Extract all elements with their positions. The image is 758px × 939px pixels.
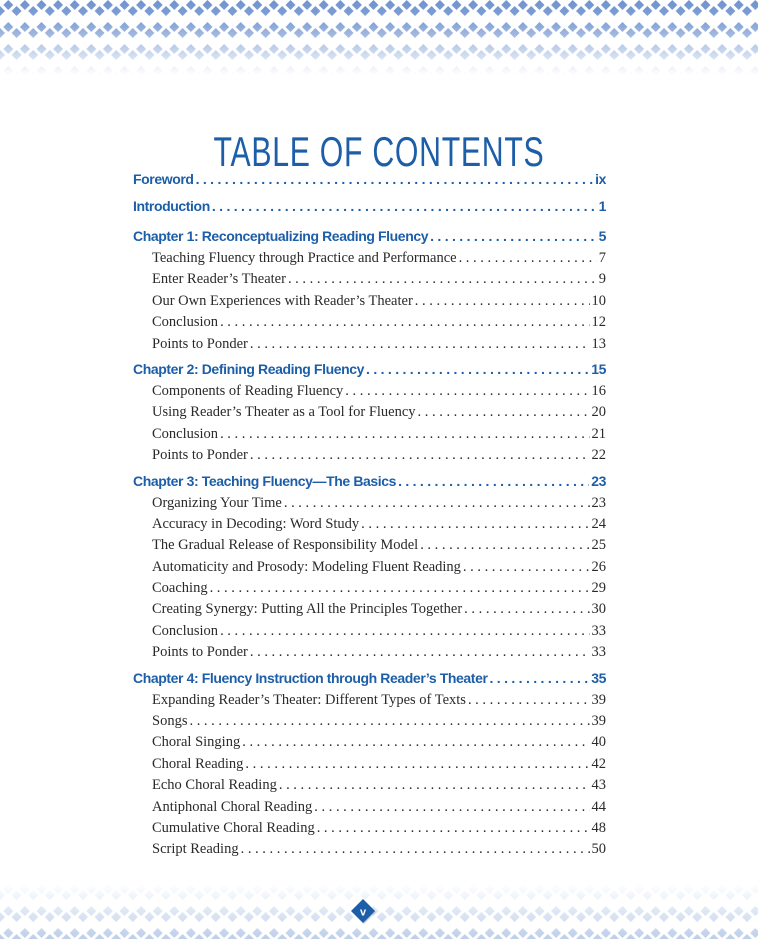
entry-title: Organizing Your Time bbox=[152, 494, 282, 511]
entry-title: Points to Ponder bbox=[152, 335, 248, 352]
entry-page-number: 15 bbox=[591, 360, 606, 377]
entry-page-number: 48 bbox=[591, 819, 606, 836]
entry-title: Enter Reader’s Theater bbox=[152, 271, 286, 288]
dot-leader bbox=[189, 711, 589, 732]
dot-leader bbox=[241, 839, 590, 860]
toc-section-entry[interactable] bbox=[133, 711, 606, 732]
entry-page-number: 39 bbox=[591, 713, 606, 730]
entry-page-number: 12 bbox=[591, 314, 606, 331]
entry-page-number: 7 bbox=[598, 250, 606, 266]
toc-section-entry[interactable] bbox=[133, 402, 606, 423]
dot-leader bbox=[220, 621, 589, 642]
entry-title: Chapter 3: Teaching Fluency—The Basics bbox=[133, 472, 397, 489]
entry-page-number: 10 bbox=[591, 292, 606, 309]
entry-page-number: 50 bbox=[591, 841, 606, 858]
entry-title: Accuracy in Decoding: Word Study bbox=[152, 515, 360, 532]
toc-section-entry[interactable] bbox=[133, 690, 606, 711]
toc-chapter-entry[interactable] bbox=[133, 667, 606, 690]
toc-section-entry[interactable] bbox=[133, 493, 606, 514]
diamond-pattern-top bbox=[0, 0, 758, 75]
dot-leader bbox=[361, 514, 589, 535]
entry-title: Choral Reading bbox=[152, 755, 244, 772]
entry-title: Choral Singing bbox=[152, 734, 241, 751]
entry-title: Chapter 1: Reconceptualizing Reading Fluency bbox=[133, 228, 429, 244]
entry-title: Automaticity and Prosody: Modeling Fluent Reading bbox=[152, 558, 461, 575]
dot-leader bbox=[317, 818, 590, 839]
entry-page-number: 1 bbox=[598, 198, 606, 214]
toc-section-entry[interactable] bbox=[133, 578, 606, 599]
entry-page-number: 20 bbox=[591, 404, 606, 421]
toc-section-entry[interactable] bbox=[133, 291, 606, 312]
toc-section-entry[interactable] bbox=[133, 557, 606, 578]
dot-leader bbox=[420, 535, 589, 556]
dot-leader bbox=[345, 381, 589, 402]
entry-title: Cumulative Choral Reading bbox=[152, 819, 315, 836]
entry-title: The Gradual Release of Responsibility Model bbox=[152, 537, 419, 554]
dot-leader bbox=[284, 493, 590, 514]
entry-title: Components of Reading Fluency bbox=[152, 382, 344, 399]
entry-page-number: 5 bbox=[598, 228, 606, 244]
dot-leader bbox=[220, 424, 589, 445]
toc-chapter-entry[interactable] bbox=[133, 195, 606, 222]
entry-title: Using Reader’s Theater as a Tool for Fluency bbox=[152, 404, 416, 421]
toc-section-entry[interactable] bbox=[133, 248, 606, 269]
toc-section-entry[interactable] bbox=[133, 445, 606, 466]
entry-title: Expanding Reader’s Theater: Different Types of Texts bbox=[152, 691, 466, 708]
entry-title: Conclusion bbox=[152, 622, 219, 639]
diamond-pattern-bottom bbox=[0, 884, 758, 939]
dot-leader bbox=[366, 358, 589, 381]
entry-page-number: 33 bbox=[591, 622, 606, 639]
entry-title: Chapter 4: Fluency Instruction through Reader’s Theater bbox=[133, 669, 488, 686]
page-title: TABLE OF CONTENTS bbox=[213, 128, 545, 176]
toc-section-entry[interactable] bbox=[133, 839, 606, 860]
dot-leader bbox=[250, 334, 590, 355]
entry-page-number: 40 bbox=[591, 734, 606, 751]
toc-section-entry[interactable] bbox=[133, 818, 606, 839]
entry-page-number: 30 bbox=[591, 601, 606, 618]
entry-page-number: 16 bbox=[591, 382, 606, 399]
entry-page-number: 9 bbox=[598, 271, 606, 288]
entry-title: Creating Synergy: Putting All the Principles Together bbox=[152, 601, 463, 618]
dot-leader bbox=[250, 445, 590, 466]
entry-title: Echo Choral Reading bbox=[152, 777, 277, 794]
toc-section-entry[interactable] bbox=[133, 514, 606, 535]
dot-leader bbox=[463, 557, 590, 578]
entry-page-number: 39 bbox=[591, 691, 606, 708]
dot-leader bbox=[242, 732, 589, 753]
entry-title: Introduction bbox=[133, 198, 210, 214]
entry-title: Our Own Experiences with Reader’s Theater bbox=[152, 292, 413, 309]
toc-section-entry[interactable] bbox=[133, 775, 606, 796]
dot-leader bbox=[314, 797, 589, 818]
entry-page-number: 22 bbox=[591, 447, 606, 464]
toc-section-entry[interactable] bbox=[133, 381, 606, 402]
entry-title: Conclusion bbox=[152, 314, 219, 331]
entry-page-number: 23 bbox=[591, 472, 606, 489]
page-number: v bbox=[359, 906, 367, 919]
toc-section-entry[interactable] bbox=[133, 732, 606, 753]
dot-leader bbox=[418, 402, 590, 423]
entry-page-number: 35 bbox=[591, 669, 606, 686]
entry-title: Teaching Fluency through Practice and Performance bbox=[152, 250, 457, 266]
dot-leader bbox=[288, 269, 597, 290]
dot-leader bbox=[430, 225, 596, 248]
table-of-contents bbox=[133, 168, 606, 861]
toc-section-entry[interactable] bbox=[133, 621, 606, 642]
dot-leader bbox=[250, 642, 590, 663]
dot-leader bbox=[220, 312, 589, 333]
entry-title: Points to Ponder bbox=[152, 644, 248, 661]
dot-leader bbox=[210, 578, 590, 599]
dot-leader bbox=[464, 599, 589, 620]
toc-chapter-entry[interactable] bbox=[133, 470, 606, 493]
entry-page-number: 21 bbox=[591, 425, 606, 442]
entry-page-number: 25 bbox=[591, 537, 606, 554]
dot-leader bbox=[490, 667, 590, 690]
toc-section-entry[interactable] bbox=[133, 599, 606, 620]
toc-section-entry[interactable] bbox=[133, 535, 606, 556]
entry-page-number: 23 bbox=[591, 494, 606, 511]
entry-title: Conclusion bbox=[152, 425, 219, 442]
toc-section-entry[interactable] bbox=[133, 334, 606, 355]
toc-section-entry[interactable] bbox=[133, 269, 606, 290]
toc-section-entry[interactable] bbox=[133, 754, 606, 775]
entry-title: Points to Ponder bbox=[152, 447, 248, 464]
entry-page-number: 26 bbox=[591, 558, 606, 575]
dot-leader bbox=[279, 775, 590, 796]
entry-title: Chapter 2: Defining Reading Fluency bbox=[133, 360, 365, 377]
toc-chapter-entry[interactable] bbox=[133, 358, 606, 381]
entry-page-number: 42 bbox=[591, 755, 606, 772]
dot-leader bbox=[398, 470, 589, 493]
entry-title: Coaching bbox=[152, 580, 208, 597]
entry-page-number: ix bbox=[595, 171, 606, 187]
entry-title: Antiphonal Choral Reading bbox=[152, 798, 313, 815]
dot-leader bbox=[196, 168, 594, 191]
entry-page-number: 33 bbox=[591, 644, 606, 661]
dot-leader bbox=[245, 754, 589, 775]
entry-title: Foreword bbox=[133, 171, 194, 187]
dot-leader bbox=[468, 690, 590, 711]
toc-chapter-entry[interactable] bbox=[133, 168, 606, 195]
page-number-badge bbox=[349, 898, 377, 926]
entry-title: Songs bbox=[152, 713, 188, 730]
entry-page-number: 24 bbox=[591, 515, 606, 532]
dot-leader bbox=[212, 195, 597, 218]
toc-section-entry[interactable] bbox=[133, 312, 606, 333]
toc-section-entry[interactable] bbox=[133, 797, 606, 818]
entry-page-number: 44 bbox=[591, 798, 606, 815]
entry-page-number: 29 bbox=[591, 580, 606, 597]
toc-chapter-entry[interactable] bbox=[133, 225, 606, 248]
entry-page-number: 13 bbox=[591, 335, 606, 352]
entry-title: Script Reading bbox=[152, 841, 239, 858]
entry-page-number: 43 bbox=[591, 777, 606, 794]
toc-section-entry[interactable] bbox=[133, 642, 606, 663]
toc-section-entry[interactable] bbox=[133, 424, 606, 445]
dot-leader bbox=[459, 248, 597, 269]
dot-leader bbox=[415, 291, 590, 312]
